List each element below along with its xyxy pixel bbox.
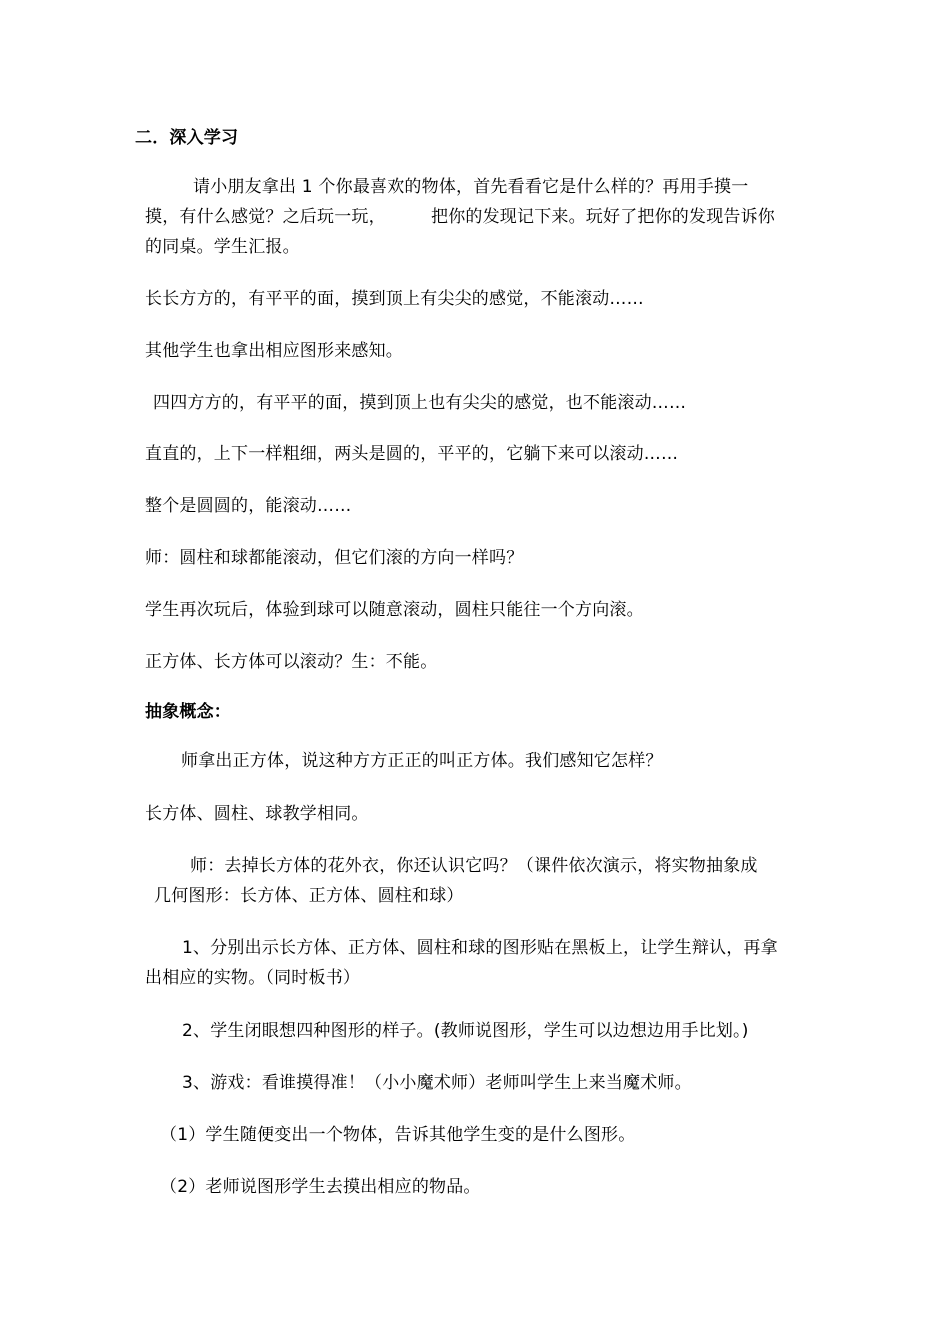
- paragraph-teacher-cube: 师拿出正方体，说这种方方正正的叫正方体。我们感知它怎样？: [181, 751, 663, 771]
- list-item-3: 3、游戏：看谁摸得准！（小小魔术师）老师叫学生上来当魔术师。: [182, 1073, 692, 1093]
- paragraph-cylinder: 直直的，上下一样粗细，两头是圆的，平平的，它躺下来可以滚动……: [145, 444, 679, 464]
- paragraph-sphere: 整个是圆圆的，能滚动……: [145, 496, 352, 516]
- paragraph-cuboid: 长长方方的，有平平的面，摸到顶上有尖尖的感觉，不能滚动……: [145, 289, 644, 309]
- intro-line-2a: 摸，有什么感觉？之后玩一玩，: [145, 207, 386, 227]
- paragraph-remove-line-1: 师：去掉长方体的花外衣，你还认识它吗？（课件依次演示，将实物抽象成: [190, 856, 758, 876]
- list-item-1-line-2: 出相应的实物。（同时板书）: [145, 968, 361, 988]
- paragraph-teacher-question: 师：圆柱和球都能滚动，但它们滚的方向一样吗？: [145, 548, 524, 568]
- sub-item-1: （1）学生随便变出一个物体，告诉其他学生变的是什么图形。: [160, 1125, 636, 1145]
- list-item-1-line-1: 1、分别出示长方体、正方体、圆柱和球的图形贴在黑板上，让学生辩认，再拿: [182, 938, 778, 958]
- list-item-2: 2、学生闭眼想四种图形的样子。(教师说图形，学生可以边想边用手比划。): [182, 1021, 749, 1041]
- paragraph-others: 其他学生也拿出相应图形来感知。: [145, 341, 403, 361]
- intro-line-2b: 把你的发现记下来。玩好了把你的发现告诉你: [431, 207, 775, 227]
- paragraph-cube: 四四方方的，有平平的面，摸到顶上也有尖尖的感觉，也不能滚动……: [153, 393, 687, 413]
- intro-line-1: 请小朋友拿出 1 个你最喜欢的物体，首先看看它是什么样的？再用手摸一: [193, 177, 749, 197]
- intro-line-3: 的同桌。学生汇报。: [145, 237, 300, 257]
- paragraph-student-play: 学生再次玩后，体验到球可以随意滚动，圆柱只能往一个方向滚。: [145, 600, 644, 620]
- sub-item-2: （2）老师说图形学生去摸出相应的物品。: [160, 1177, 481, 1197]
- section-heading: 二．深入学习: [135, 128, 239, 148]
- paragraph-same: 长方体、圆柱、球教学相同。: [145, 804, 369, 824]
- paragraph-can-roll: 正方体、长方体可以滚动？生：不能。: [145, 652, 438, 672]
- paragraph-remove-line-2: 几何图形：长方体、正方体、圆柱和球）: [154, 886, 464, 906]
- abstract-heading: 抽象概念：: [145, 702, 231, 722]
